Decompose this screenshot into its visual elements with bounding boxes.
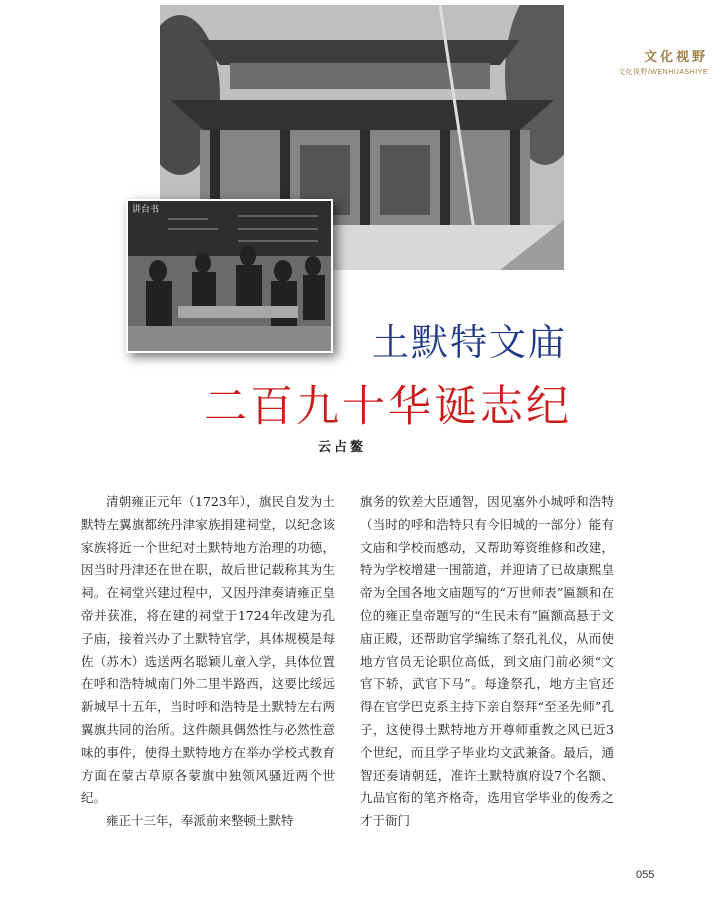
body-column-left — [81, 491, 335, 833]
article-author: 云占鳌 — [318, 440, 367, 455]
blackboard-sign-text: 讲台书 — [132, 205, 160, 215]
paragraph: 清朝雍正元年（1723年），旗民自发为土默特左翼旗都统丹津家族捐建祠堂，以纪念该家族将近一个世纪对土默特地方治理的功德，因当时丹津还在世在职，故后世记载称其为生祠。在祠堂兴建过程中，又因丹津奏请雍正皇帝并获准，将在建的祠堂于1724年改建为孔子庙，接着兴办了土默特官学，具体规模是每佐（苏木）选送两名聪颖儿童入学，具体位置在呼和浩特城南门外二里半路西，这要比绥远新城早十五年，当时呼和浩特是土默特左右两翼旗共同的治所。这件颇具偶然性与必然性意味的事件，使得土默特地方在举办学校式教育方面在蒙古草原各蒙旗中独领风骚近两个世纪。 — [81, 494, 335, 806]
page-number: 055 — [636, 869, 655, 881]
paragraph: 雍正十三年，奉派前来整顿土默特 — [106, 813, 294, 829]
section-subtitle: 文化视野/WENHUASHIYE — [617, 69, 708, 76]
paragraph: 旗务的钦差大臣通智，因见塞外小城呼和浩特（当时的呼和浩特只有今旧城的一部分）能有文庙和学校而感动，又帮助筹资维修和改建，特为学校增建一围箭道，并迎请了已故康熙皇帝为全国各地文庙题写的“万世师表”匾额和在位的雍正皇帝题写的“生民未有”匾额高悬于文庙正殿，还帮助官学编练了祭孔礼仪，从而使地方官员无论职位高低，到文庙门前必须“文官下轿，武官下马”。每逢祭孔，地方主官还得在官学巴克系主持下亲自祭拜“至圣先师”孔子，这使得土默特地方开尊师重教之风已近3个世纪，而且学子毕业均文武兼备。最后，通智还奏请朝廷，准许土默特旗府设7个名额、九品官衔的笔齐格奇，选用官学毕业的俊秀之才于衙门 — [360, 494, 614, 829]
body-column-right — [360, 491, 614, 833]
article-title: 土默特文庙 — [372, 321, 567, 364]
article-subtitle: 二百九十华诞志纪 — [204, 382, 572, 432]
classroom-inset-photo — [126, 199, 333, 353]
section-title: 文化视野 — [643, 50, 708, 65]
section-tag — [578, 46, 708, 77]
